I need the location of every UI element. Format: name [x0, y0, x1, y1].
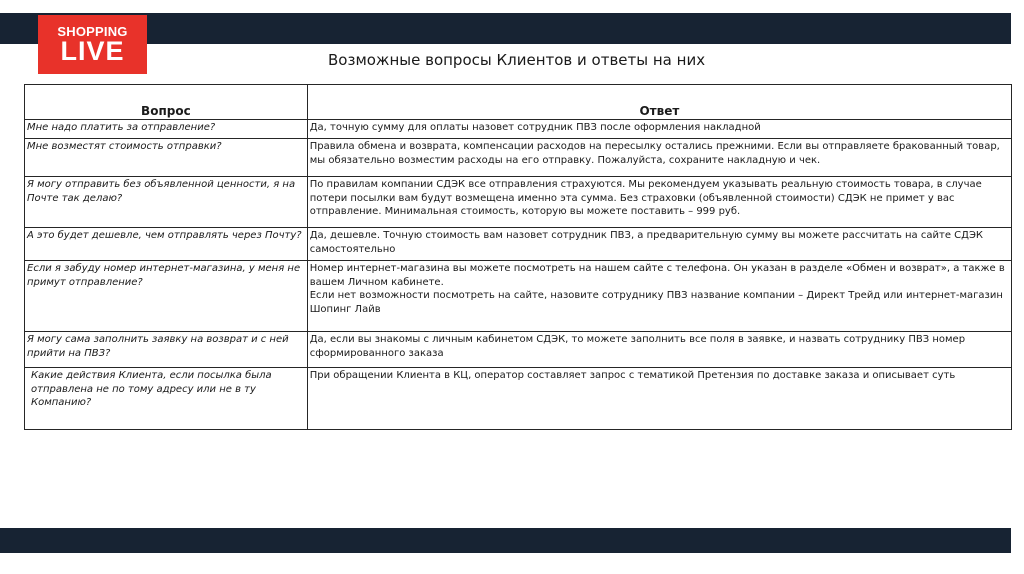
column-header-question: Вопрос [25, 85, 308, 120]
answer-paragraph: Если нет возможности посмотреть на сайте, назовите сотруднику ПВЗ название компании – Директ Трейд или интернет-магазин Шопинг Лайв [309, 290, 1003, 315]
logo-line-live: LIVE [60, 35, 125, 66]
question-cell: Если я забуду номер интернет-магазина, у меня не примут отправление? [25, 261, 308, 332]
table-row [25, 368, 1012, 430]
shopping-live-logo [38, 15, 147, 74]
answer-cell: Да, если вы знакомы с личным кабинетом СДЭК, то можете заполнить все поля в заявке, и назвать сотруднику ПВЗ номер сформированного заказа [307, 332, 1011, 368]
qa-table [24, 84, 1012, 430]
question-cell: Мне возместят стоимость отправки? [25, 139, 308, 177]
question-cell: А это будет дешевле, чем отправлять через Почту? [25, 228, 308, 261]
answer-paragraph: Номер интернет-магазина вы можете посмотреть на нашем сайте с телефона. Он указан в разделе «Обмен и возврат», а также в вашем Личном кабинете. [309, 263, 1005, 288]
table-row [25, 177, 1012, 228]
question-cell: Я могу сама заполнить заявку на возврат и с ней прийти на ПВЗ? [25, 332, 308, 368]
answer-cell: При обращении Клиента в КЦ, оператор составляет запрос с тематикой Претензия по доставке заказа и описывает суть [307, 368, 1011, 430]
table-row [25, 261, 1012, 332]
question-cell: Какие действия Клиента, если посылка была отправлена не по тому адресу или не в ту Компанию? [25, 368, 308, 430]
table-row [25, 139, 1012, 177]
answer-cell: Правила обмена и возврата, компенсации расходов на пересылку остались прежними. Если вы отправляете бракованный товар, мы обязательно возместим расходы на его отправку. Пожалуйста, сохраните накладную и чек. [307, 139, 1011, 177]
table-row [25, 332, 1012, 368]
answer-cell [307, 261, 1011, 332]
table-row [25, 120, 1012, 139]
column-header-answer: Ответ [307, 85, 1011, 120]
table-row [25, 228, 1012, 261]
answer-cell: Да, дешевле. Точную стоимость вам назовет сотрудник ПВЗ, а предварительную сумму вы можете рассчитать на сайте СДЭК самостоятельно [307, 228, 1011, 261]
question-cell: Мне надо платить за отправление? [25, 120, 308, 139]
answer-cell: По правилам компании СДЭК все отправления страхуются. Мы рекомендуем указывать реальную стоимость товара, в случае потери посылки вам будут возмещена именно эта сумма. Без страховки (объявленной стоимости) СДЭК не примет у вас отправление. Минимальная стоимость, которую вы можете поставить – 999 руб. [307, 177, 1011, 228]
page-title: Возможные вопросы Клиентов и ответы на них [328, 51, 706, 69]
answer-cell: Да, точную сумму для оплаты назовет сотрудник ПВЗ после оформления накладной [307, 120, 1011, 139]
bottom-footer-bar [0, 528, 1011, 553]
table-header-row [25, 85, 1012, 120]
logo-line-shopping: SHOPPING [57, 23, 128, 39]
question-cell: Я могу отправить без объявленной ценности, я на Почте так делаю? [25, 177, 308, 228]
top-header-bar [0, 13, 1011, 44]
